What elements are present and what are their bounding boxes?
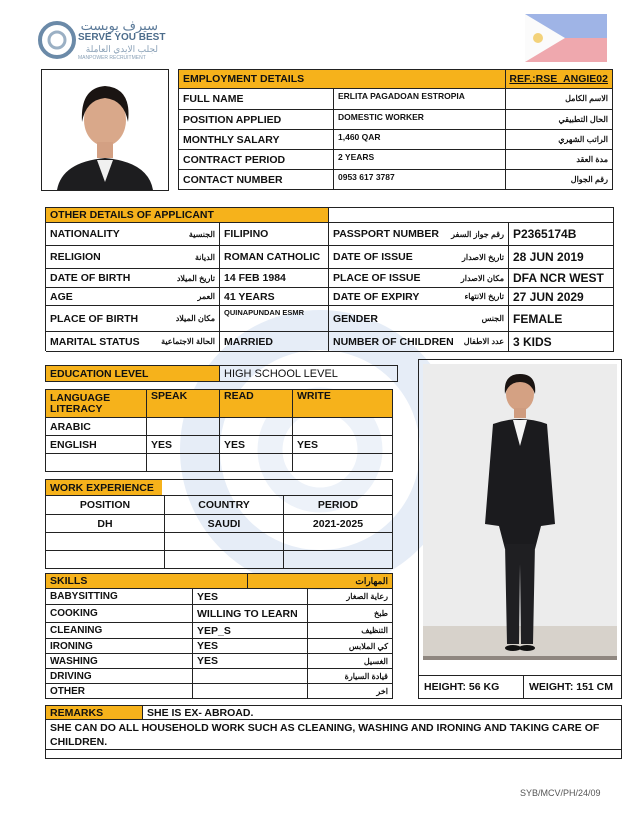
employment-label: FULL NAME [179, 89, 334, 110]
skill-value: WILLING TO LEARN [193, 605, 308, 623]
work-position: DH [46, 515, 165, 533]
applicant-right-value: DFA NCR WEST [509, 269, 614, 288]
country-header: COUNTRY [165, 496, 284, 515]
skill-arabic-cell [308, 684, 393, 699]
work-row [46, 551, 393, 569]
employment-arabic-cell [506, 130, 613, 150]
footer-code: SYB/MCV/PH/24/09 [520, 788, 601, 798]
applicant-right-arabic-label: عدد الاطفال [463, 337, 504, 346]
applicant-label-cell [46, 306, 220, 332]
applicant-arabic-label: العمر [197, 292, 215, 301]
language-name: ENGLISH [46, 436, 147, 454]
applicant-right-arabic-label: تاريخ الاصدار [461, 252, 504, 262]
full-body-photo [423, 364, 617, 660]
reference-number: REF.:RSE_ANGIE02 [506, 70, 613, 89]
skill-value [193, 684, 308, 699]
applicant-right-value: 28 JUN 2019 [509, 246, 614, 269]
applicant-label-cell [46, 223, 220, 246]
employment-arabic-cell [506, 89, 613, 110]
applicant-right-arabic-label: تاريخ الانتهاء [464, 292, 504, 301]
employment-value: 2 YEARS [334, 150, 506, 170]
language-row [46, 436, 393, 454]
applicant-right-value: 3 KIDS [509, 332, 614, 352]
skill-arabic-label: الغسيل [363, 656, 388, 666]
employment-arabic-label: الراتب الشهري [558, 135, 608, 144]
applicant-value: 41 YEARS [220, 288, 329, 306]
employment-value: DOMESTIC WORKER [334, 110, 506, 130]
applicant-label-cell [46, 269, 220, 288]
applicant-value: 14 FEB 1984 [220, 269, 329, 288]
employment-value: ERLITA PAGADOAN ESTROPIA [334, 89, 506, 110]
applicant-right-value: P2365174B [509, 223, 614, 246]
skill-label: IRONING [46, 639, 193, 654]
skill-arabic-cell [308, 654, 393, 669]
employment-arabic-label: الحال التطبيقي [558, 115, 608, 124]
applicant-right-label: DATE OF EXPIRY [333, 290, 420, 303]
skill-arabic-label: طبخ [374, 609, 388, 618]
work-experience-table [45, 495, 393, 569]
skill-value: YES [193, 639, 308, 654]
applicant-right-label-cell [329, 223, 509, 246]
employment-arabic-cell [506, 150, 613, 170]
applicant-right-label-cell [329, 306, 509, 332]
skill-label: DRIVING [46, 669, 193, 684]
work-period [284, 551, 393, 569]
applicant-label: MARITAL STATUS [50, 335, 140, 348]
applicant-label: PLACE OF BIRTH [50, 312, 139, 325]
applicant-arabic-label: مكان الميلاد [175, 314, 215, 323]
applicant-right-label: NUMBER OF CHILDREN [333, 335, 454, 348]
other-details-title-blank [329, 208, 614, 223]
applicant-right-arabic-label: الجنس [481, 314, 504, 323]
skill-value: YES [193, 589, 308, 605]
period-header: PERIOD [284, 496, 393, 515]
education-value: HIGH SCHOOL LEVEL [224, 367, 338, 380]
education-label: EDUCATION LEVEL [46, 366, 220, 381]
skill-arabic-label: قيادة السيارة [344, 671, 388, 681]
applicant-value: QUINAPUNDAN ESMR [220, 306, 329, 332]
logo-icon [38, 20, 76, 60]
applicant-label: AGE [50, 290, 73, 303]
skill-arabic-label: التنظيف [361, 626, 388, 635]
write-value [293, 418, 393, 436]
education-row [45, 365, 398, 382]
speak-value [147, 454, 220, 472]
employment-arabic-cell [506, 170, 613, 190]
employment-arabic-label: الاسم الكامل [565, 94, 608, 103]
skill-arabic-cell [308, 589, 393, 605]
skill-label: CLEANING [46, 623, 193, 639]
measures-row [419, 675, 621, 698]
work-position [46, 551, 165, 569]
employment-label: POSITION APPLIED [179, 110, 334, 130]
applicant-right-arabic-label: رقم جواز السفر [451, 229, 504, 239]
applicant-photo [41, 69, 169, 191]
applicant-arabic-label: الحالة الاجتماعية [161, 337, 215, 346]
language-row [46, 418, 393, 436]
applicant-label: DATE OF BIRTH [50, 272, 131, 284]
remarks-value: SHE IS EX- ABROAD. [143, 706, 621, 720]
other-details-title: OTHER DETAILS OF APPLICANT [46, 208, 329, 223]
employment-arabic-label: رقم الجوال [570, 175, 608, 184]
language-row [46, 454, 393, 472]
skill-arabic-label: كي الملابس [348, 641, 388, 651]
work-country: SAUDI [165, 515, 284, 533]
speak-value [147, 418, 220, 436]
speak-value: YES [147, 436, 220, 454]
full-body-photo-frame [418, 359, 622, 699]
logo-sub: MANPOWER RECRUITMENT [78, 55, 146, 61]
skills-title-ar: المهارات [248, 574, 393, 589]
applicant-right-label-cell [329, 288, 509, 306]
language-name: ARABIC [46, 418, 147, 436]
work-position [46, 533, 165, 551]
remarks-label: REMARKS [46, 706, 143, 720]
work-title-row [45, 479, 393, 495]
skill-value: YEP_S [193, 623, 308, 639]
read-value: YES [220, 436, 293, 454]
applicant-right-arabic-label: مكان الاصدار [460, 273, 504, 283]
skills-title: SKILLS [46, 574, 248, 589]
applicant-label-cell [46, 288, 220, 306]
applicant-arabic-label: الديانة [194, 252, 215, 262]
work-period: 2021-2025 [284, 515, 393, 533]
speak-header: SPEAK [147, 390, 220, 418]
applicant-label: NATIONALITY [50, 228, 120, 240]
employment-label: CONTRACT PERIOD [179, 150, 334, 170]
skill-label: WASHING [46, 654, 193, 669]
applicant-label: RELIGION [50, 251, 101, 263]
employment-title: EMPLOYMENT DETAILS [179, 70, 506, 89]
skill-arabic-cell [308, 639, 393, 654]
language-header: LANGUAGE LITERACY [46, 390, 147, 418]
applicant-label-cell [46, 246, 220, 269]
employment-value: 0953 617 3787 [334, 170, 506, 190]
skill-value [193, 669, 308, 684]
philippines-flag-icon [525, 14, 607, 62]
applicant-value: ROMAN CATHOLIC [220, 246, 329, 269]
applicant-arabic-label: الجنسية [188, 229, 215, 239]
work-country [165, 551, 284, 569]
applicant-right-label: GENDER [333, 312, 378, 325]
applicant-right-label-cell [329, 332, 509, 352]
work-experience-title: WORK EXPERIENCE [46, 480, 162, 495]
skill-arabic-cell [308, 623, 393, 639]
work-row [46, 533, 393, 551]
applicant-right-label: PASSPORT NUMBER [333, 228, 439, 240]
language-table [45, 389, 393, 472]
measures-divider [523, 676, 524, 698]
logo-english-name: SERVE YOU BEST [78, 32, 166, 43]
skill-arabic-label: رعاية الصغار [346, 592, 388, 601]
employment-label: CONTACT NUMBER [179, 170, 334, 190]
write-header: WRITE [293, 390, 393, 418]
read-header: READ [220, 390, 293, 418]
applicant-right-label: PLACE OF ISSUE [333, 272, 421, 284]
work-country [165, 533, 284, 551]
applicant-right-label-cell [329, 269, 509, 288]
employment-details-table [178, 69, 613, 190]
applicant-right-label-cell [329, 246, 509, 269]
logo-arabic-name: سيرف يوبست [80, 18, 158, 33]
skill-label: BABYSITTING [46, 589, 193, 605]
remarks-box [45, 705, 622, 759]
company-logo [38, 18, 168, 64]
skill-label: OTHER [46, 684, 193, 699]
applicant-arabic-label: تاريخ الميلاد [176, 273, 215, 283]
work-period [284, 533, 393, 551]
skill-value: YES [193, 654, 308, 669]
skill-arabic-cell [308, 669, 393, 684]
other-details-table [45, 207, 614, 351]
applicant-value: FILIPINO [220, 223, 329, 246]
employment-label: MONTHLY SALARY [179, 130, 334, 150]
skill-label: COOKING [46, 605, 193, 623]
remarks-divider [46, 749, 621, 750]
language-name [46, 454, 147, 472]
write-value: YES [293, 436, 393, 454]
skill-arabic-label: اخر [376, 686, 388, 696]
read-value [220, 454, 293, 472]
employment-arabic-cell [506, 110, 613, 130]
applicant-right-value: FEMALE [509, 306, 614, 332]
read-value [220, 418, 293, 436]
work-row [46, 515, 393, 533]
logo-arabic-sub: لجلب الايدي العاملة [85, 44, 158, 54]
remarks-text: SHE CAN DO ALL HOUSEHOLD WORK SUCH AS CLEANING, WASHING AND IRONING AND TAKING CARE OF CHILDREN. [50, 722, 600, 748]
employment-value: 1,460 QAR [334, 130, 506, 150]
skill-arabic-cell [308, 605, 393, 623]
weight-value: WEIGHT: 151 CM [529, 681, 614, 693]
applicant-right-label: DATE OF ISSUE [333, 251, 413, 263]
applicant-value: MARRIED [220, 332, 329, 352]
applicant-label-cell [46, 332, 220, 352]
employment-arabic-label: مدة العقد [576, 155, 608, 164]
applicant-right-value: 27 JUN 2029 [509, 288, 614, 306]
skills-table [45, 573, 393, 699]
write-value [293, 454, 393, 472]
height-value: HEIGHT: 56 KG [424, 681, 500, 693]
position-header: POSITION [46, 496, 165, 515]
